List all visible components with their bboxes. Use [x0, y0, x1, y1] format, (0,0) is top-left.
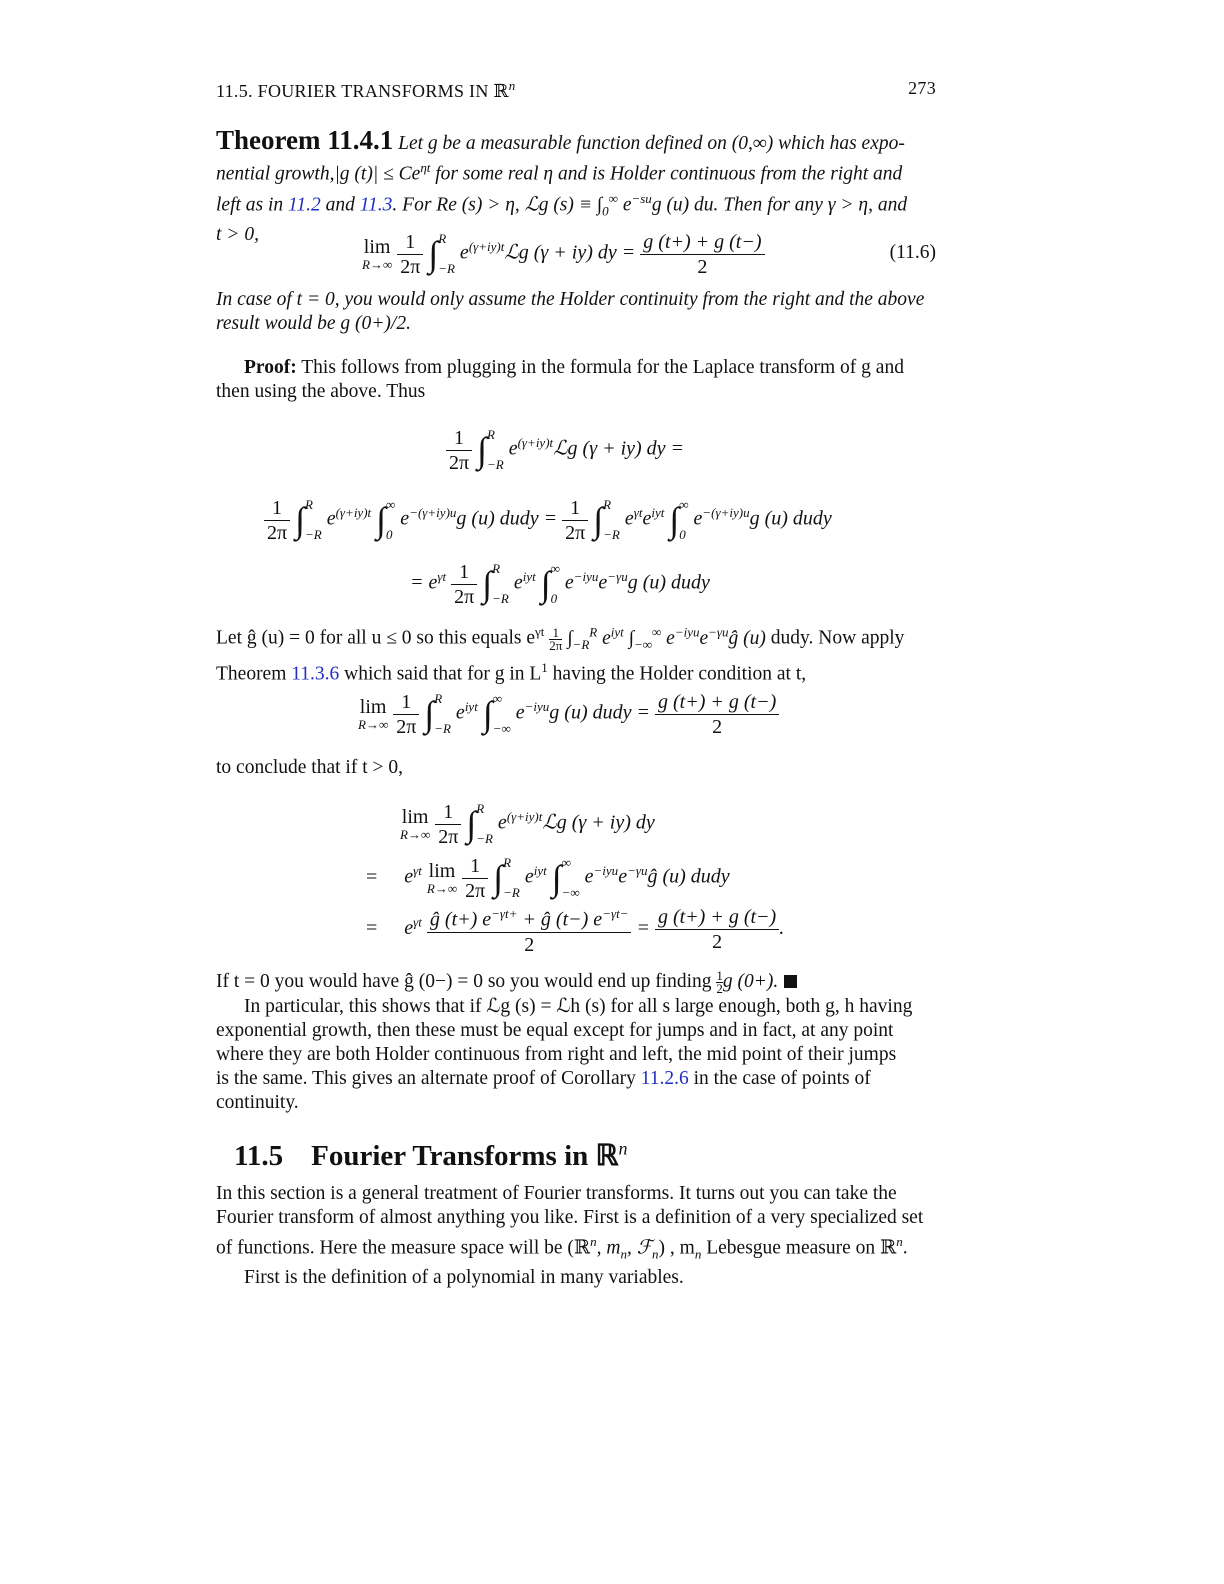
theorem-text-2: nential growth,|g (t)| ≤ Ce: [216, 163, 421, 185]
equation-proof-2: $\frac{1}{2\pi}$ ∫ R −R $e^{(\gamma+iy)t}$ ∫ ∞ 0 $e^{-(\gamma+iy)u}g$ (u) dudy = $\frac{1}{2\pi}$ ∫ R −R $e^{\gamma t}e^{iyt}$ ∫ ∞ 0 $e^{-(\gamma+iy)u}g$ (u) dudy: [264, 490, 832, 550]
para-line-3: where they are both Holder continuous from right and left, the mid point of their jumps: [216, 1044, 897, 1066]
theorem-block: Theorem 11.4.1 Let g be a measurable function defined on (0,∞) which has expo- nential growth,|g $(t)| \le Ce^{\eta t}$ for some real η and is Holder continuous from the right and left as in 11.2 and 11.3. For Re (s) > η, ℒg $(s) \equiv \int_0^\infty$ $e^{-su}g$ (u) du. Then for any γ > η, and t > 0,: [216, 125, 908, 245]
theorem-text-3b: and: [325, 194, 355, 215]
let-text-2: dudy. Now apply: [770, 627, 905, 649]
equation-proof-1: $\frac{1}{2\pi}$ ∫ R −R $e^{(\gamma+iy)t}ℒg$ (γ + iy) dy =: [446, 420, 684, 480]
let-text-1: Let ĝ (u) = 0 for all u ≤ 0 so this equals e: [216, 627, 536, 649]
equation-proof-7: = $e^{\gamma t}$ $\frac{ĝ (t+) e^{-\gamma t+} + ĝ (t-) e^{-\gamma t-}}{2}$ = $\frac{g (t+) + g (t-)}{2}$ .: [366, 902, 784, 957]
zero-case-end: g (0+).: [722, 971, 779, 992]
para-line-5: continuity.: [216, 1092, 299, 1114]
running-head: [216, 78, 936, 102]
theorem-text-3c: . For Re (s) > η, ℒg (s) ≡ ∫: [392, 194, 603, 215]
equation-proof-3: = $e^{\gamma t}$ $\frac{1}{2\pi}$ ∫ R −R $e^{iyt}$ ∫ ∞ 0 $e^{-iyu}e^{-\gamma u}g$ (u) dudy: [410, 560, 710, 608]
section-title: Fourier Transforms in ℝ: [311, 1140, 619, 1172]
theorem-case-block: [216, 288, 936, 336]
section-intro: In this section is a general treatment of Fourier transforms. It turns out you can take the Fourier transform of almost anything you like. First is a definition of a very specialized set of functions. Here the measure space will be (ℝ$^n$, $m_n$, ℱ$_n$) , $m_n$ Lebesgue measure on ℝ$^n$. First is the definition of a polynomial in many variables.: [216, 1182, 936, 1290]
ref-11-3-link[interactable]: 11.3: [359, 194, 393, 215]
section-heading: [234, 1138, 627, 1173]
let-text-5: having the Holder condition at t,: [552, 663, 807, 685]
equation-proof-4: lim R→∞ $\frac{1}{2\pi}$ ∫ R −R $e^{iyt}$ ∫ ∞ −∞ $e^{-iyu}g$ (u) dudy = $\frac{g (t+) + g (t-)}{2}$: [358, 684, 779, 744]
page-number: 273: [908, 78, 936, 98]
equation-number: (11.6): [889, 242, 936, 263]
proof-text-2: then using the above. Thus: [216, 381, 426, 402]
intro-3e: Lebesgue measure on ℝ: [701, 1237, 897, 1259]
para-line-2: exponential growth, then these must be equal except for jumps and in fact, at any point: [216, 1020, 894, 1042]
intro-3f: .: [902, 1237, 908, 1259]
proof-let-block: Let ĝ (u) = 0 for all u ≤ 0 so this equals $e^{\gamma t}$ $\frac{1}{2\pi}$ $\int_{-R}^R$ $e^{iyt}$ $\int_{-\infty}^\infty$ $e^{-iyu}e^{-\gamma u}ĝ$ (u) dudy. Now apply Theorem 11.3.6 which said that for g in $L^1$ having the Holder condition at t,: [216, 624, 905, 685]
case-line-2: result would be g (0+)/2.: [216, 313, 411, 334]
zero-case-text: If t = 0 you would have ĝ (0−) = 0 so you would end up finding: [216, 971, 712, 992]
para-line-4b: in the case of points of: [693, 1068, 871, 1090]
theorem-text-3d: e: [617, 194, 632, 215]
intro-line-3: of functions. Here the measure space will be (ℝ: [216, 1237, 591, 1259]
let-text-4: which said that for g in L: [344, 663, 542, 685]
proof-text-1: This follows from plugging in the formula for the Laplace transform of g and: [301, 357, 904, 378]
equation-proof-5: lim R→∞ $\frac{1}{2\pi}$ ∫ R −R $e^{(\gamma+iy)t}ℒg$ (γ + iy) dy: [400, 800, 655, 848]
intro-line-4: First is the definition of a polynomial in many variables.: [244, 1267, 684, 1289]
intro-3b: , m: [596, 1237, 621, 1259]
case-line-1: In case of t = 0, you would only assume the Holder continuity from the right and the above: [216, 289, 925, 310]
intro-line-2: Fourier transform of almost anything you like. First is a definition of a very specialized set: [216, 1207, 924, 1228]
ref-11-3-6-link[interactable]: 11.3.6: [291, 663, 340, 685]
intro-3d: ) , m: [658, 1237, 695, 1259]
proof-intro: [216, 356, 936, 404]
theorem-text-1: Let g be a measurable function defined on (0,∞) which has expo-: [398, 133, 905, 154]
running-title-sup: n: [508, 78, 516, 93]
section-title-sup: n: [618, 1138, 628, 1159]
equation-proof-6: = $e^{\gamma t}$ lim R→∞ $\frac{1}{2\pi}$ ∫ R −R $e^{iyt}$ ∫ ∞ −∞ $e^{-iyu}e^{-\gamma u}ĝ$ (u) dudy: [366, 854, 730, 902]
theorem-text-3: left as in: [216, 194, 284, 215]
ref-11-2-link[interactable]: 11.2: [288, 194, 321, 215]
theorem-text-4: t > 0,: [216, 223, 259, 245]
ref-11-2-6-link[interactable]: 11.2.6: [640, 1068, 689, 1090]
let-text-3: Theorem: [216, 663, 287, 685]
para-line-1: In particular, this shows that if ℒg (s) = ℒh (s) for all s large enough, both g, h having: [244, 996, 913, 1018]
running-title: 11.5. FOURIER TRANSFORMS IN ℝ: [216, 81, 509, 101]
proof-ending: If t = 0 you would have ĝ (0−) = 0 so you would end up finding $\frac{1}{2}$ g (0+). In particular, this shows that if ℒg (s) = ℒh (s) for all s large enough, both g, h having exponential growth, then these must be equal except for jumps and in fact, at any point where they are both Holder continuous from right and left, the mid point of their jumps is the same. This gives an alternate proof of Corollary 11.2.6 in the case of points of continuity.: [216, 970, 936, 1115]
proof-label: Proof:: [244, 357, 297, 378]
theorem-text-3e: g (u) du. Then for any γ > η, and: [651, 194, 908, 215]
proof-conclude: to conclude that if t > 0,: [216, 757, 403, 778]
para-line-4a: is the same. This gives an alternate proof of Corollary: [216, 1068, 636, 1090]
theorem-text-2b: for some real η and is Holder continuous from the right and: [430, 163, 903, 185]
intro-line-1: In this section is a general treatment of Fourier transforms. It turns out you can take the: [216, 1183, 897, 1204]
intro-3c: , ℱ: [626, 1237, 653, 1259]
section-number: 11.5: [234, 1140, 284, 1172]
equation-11-6: lim R→∞ $\frac{1}{2\pi}$ ∫ R −R $e^{(\gamma+iy)t}ℒg$ (γ + iy) dy = $\frac{g (t+) + g (t-)}{2}$: [362, 224, 765, 284]
theorem-label: Theorem 11.4.1: [216, 125, 394, 155]
qed-square-icon: [784, 975, 797, 988]
